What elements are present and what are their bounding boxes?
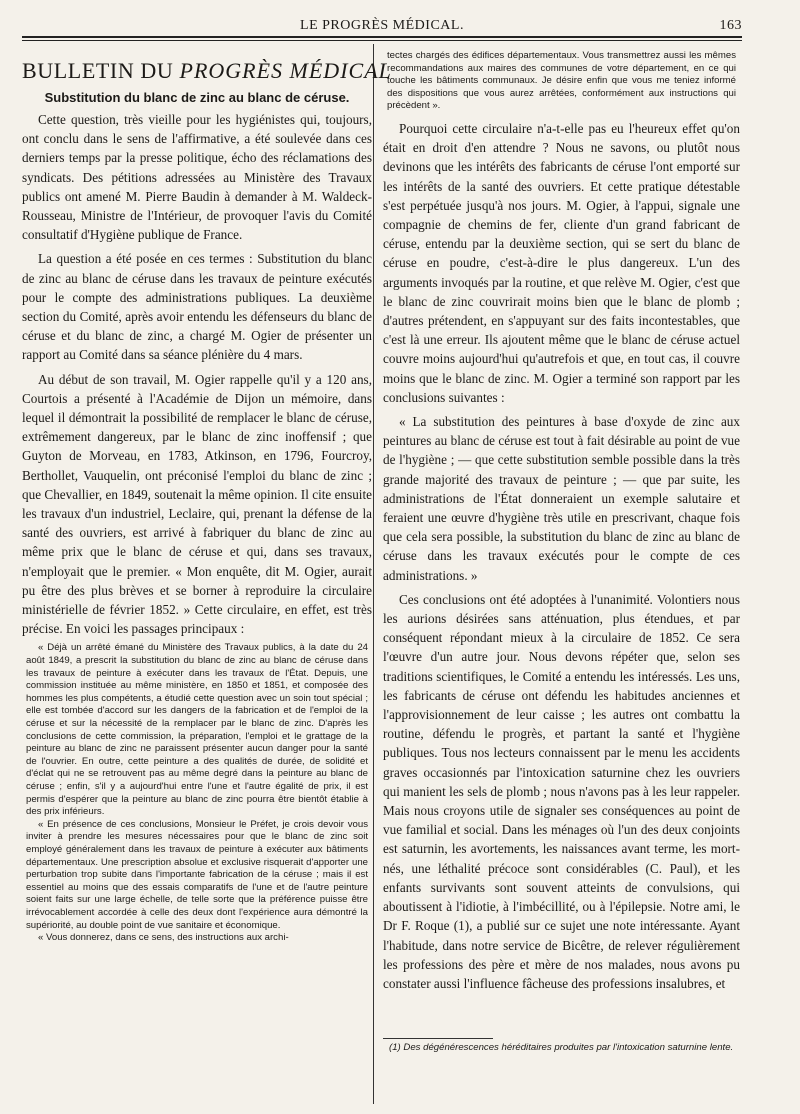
header-rule-thin [22,40,742,41]
column-divider [373,44,374,1104]
page-number: 163 [719,18,742,33]
right-paragraph: Pourquoi cette circulaire n'a-t-elle pas eu l'heureux effet qu'on était en droit d'en attendre ? Nous ne savons, ou plutôt nous devinons que les intérêts des fabricants de céruse l'ont emporté sur les intérêts de la santé des ouvriers. Et cette pratique détestable s'est perpétuée jusqu'à nos jours. M. Ogier, à l'appui, signale une compagnie de chemins de fer, cliente d'un grand fabricant de céruse, entendu par la deuxième section, qui se sert du blanc de céruse en poudre, c'est-à-dire le plus dangereux. L'un des arguments invoqués par la routine, et que relève M. Ogier, c'est que le blanc de zinc couvrirait moins bien que le blanc de plomb ; d'autres prétendent, en s'appuyant sur des faits incontestables, que c'est là une erreur. Ils ajoutent même que le blanc de céruse actuel couvre moins aujourd'hui qu'autrefois et que, en tout cas, il couvre moins que le blanc de zinc. M. Ogier a terminé son rapport par les conclusions suivantes : [383,120,740,405]
left-paragraph: La question a été posée en ces termes : Substitution du blanc de zinc au blanc de céruse dans les travaux de peinture exécutés pour le compte des administrations publiques. La deuxième section du Comité, après avoir entendu les défenseurs du blanc de céruse et du blanc de zinc, a chargé M. Ogier de présenter un rapport au Comité dans sa séance plénière du 4 mars. [22,251,372,363]
article-title: Substitution du blanc de zinc au blanc de céruse. [44,90,350,105]
quote-paragraph: « Vous donnerez, dans ce sens, des instructions aux archi- [38,932,289,944]
left-paragraph: Cette question, très vieille pour les hygiénistes qui, toujours, ont conclu dans le sens de l'affirmative, a été soulevée dans ces derniers temps par la presse politique, écho des réclamations des syndicats. Des pétitions adressées au Ministère des Travaux publics ont amené M. Pierre Baudin à demander à M. Waldeck-Rousseau, Ministre de l'Intérieur, de provoquer l'avis du Comité consultatif d'Hygiène publique de France. [22,112,372,243]
bulletin-prefix: BULLETIN DU [22,58,174,83]
circular-quote [22,642,372,944]
footnote: (1) Des dégénérescences héréditaires produites par l'intoxication saturnine lente. [389,1042,734,1053]
quote-paragraph: « En présence de ces conclusions, Monsieur le Préfet, je crois devoir vous inviter à prendre les mesures nécessaires pour que le blanc de zinc soit employé généralement dans les travaux de peinture à exécuter aux bâtiments départementaux. Une prescription absolue et exclusive risquerait d'apporter une perturbation trop subite dans l'importante fabrication de la céruse ; mais il est essentiel au moins que des essais comparatifs de l'une et de l'autre peinture soient faits sur une large échelle, de telle sorte que la préférence puisse être irrévocablement accordée à celle des deux dont l'expérience aura démontré la supériorité, au double point de vue sanitaire et économique. [26,818,368,931]
bulletin-journal-name: PROGRÈS MÉDICAL [179,58,392,83]
left-column [22,50,392,945]
running-header [22,18,742,38]
footnote-rule [383,1038,493,1039]
bulletin-heading [22,58,392,84]
circular-quote-continuation [383,50,740,113]
right-paragraph: Ces conclusions ont été adoptées à l'unanimité. Volontiers nous les aurions désirées sans atténuation, plus étendues, et par conséquent répondant mieux à la circulaire de 1852. Ce sera l'œuvre d'un autre jour. Nous devons répéter que, selon ses traditions scientifiques, le Comité a entendu les intéressés. Les uns, les fabricants de céruse ont défendu les habitudes anciennes et l'approvisionnement de leur caisse ; les autres ont combattu la routine, défendu le progrès, et partant la santé et l'hygiène publiques. Tous nos lecteurs connaissent par le menu les accidents graves occasionnés par l'intoxication saturnine chez les ouvriers qui manient les sels de plomb ; nous n'avons pas à les leur rappeler. Mais nous croyons utile de signaler ses conséquences au point de vue familial et social. Dans les ménages où l'un des deux conjoints est saturnin, les avortements, les naissances avant terme, les mort-nés, une léthalité précoce sont considérables (C. Paul), et les enfants survivants sont souvent atteints de convulsions, qui aboutissent à l'idiotie, à l'imbécillité, ou à l'épilepsie. Notre ami, le Dr F. Roque (1), a publié sur ce sujet une note intéressante. Ayant l'habitude, dans notre service de Bicêtre, de relever régulièrement les professions des père et mère de nos malades, nous avons pu constater aussi l'influence fâcheuse des professions insalubres, et [383,591,740,991]
journal-running-title: LE PROGRÈS MÉDICAL. [300,18,464,33]
quote-paragraph: « Déjà un arrêté émané du Ministère des Travaux publics, à la date du 24 août 1849, a prescrit la substitution du blanc de zinc au blanc de céruse dans les travaux de peinture à exécuter dans les travaux de l'État. Depuis, une commission instituée au même ministère, en 1850 et 1851, et composée des hommes les plus compétents, a étudié cette question avec un soin tout spécial ; elle est tombée d'accord sur les dangers de la fabrication et de l'emploi de la céruse et sur la nécessité de la remplacer par le blanc de zinc. D'après les conclusions de cette commission, la préparation, l'emploi et le grattage de la peinture au blanc de zinc ne paraissent présenter aucun danger pour la santé de l'ouvrier. En outre, cette peinture a des qualités de durée, de solidité et d'éclat qui ne se retrouvent pas au même degré dans la peinture au blanc de céruse ; enfin, s'il y a aujourd'hui entre l'une et l'autre égalité de prix, il est permis d'espérer que la peinture au blanc de zinc pourra être bientôt établie à des prix inférieurs. [26,642,368,818]
quote-paragraph: tectes chargés des édifices départementaux. Vous transmettrez aussi les mêmes recommandations aux maires des communes de votre département, en ce qui touche les bâtiments communaux. Je désire enfin que vous me teniez informé des dispositions que vous aurez arrêtées, conformément aux instructions qui précèdent ». [387,50,736,112]
left-paragraph: Au début de son travail, M. Ogier rappelle qu'il y a 120 ans, Courtois a présenté à l'Académie de Dijon un mémoire, dans lequel il démontrait la possibilité de remplacer le blanc de céruse, extrêmement dangereux, par le blanc de zinc inoffensif ; que Guyton de Morveau, en 1783, Atkinson, en 1796, Fourcroy, Berthollet, Vauquelin, ont préconisé l'emploi du blanc de zinc ; que Chevallier, en 1849, soutenait la même opinion. Il cite ensuite les travaux d'un industriel, Leclaire, qui, prenant la défense de la santé des ouvriers, est arrivé à fabriquer du blanc de zinc au même prix que le blanc de céruse et qui, dans ses travaux, n'employait que le premier. « Mon enquête, dit M. Ogier, aurait pu être des plus brèves et se borner à reproduire la circulaire ministérielle de février 1852. » Cette circulaire, en effet, est très précise. En voici les passages principaux : [22,371,372,637]
right-paragraph: « La substitution des peintures à base d'oxyde de zinc aux peintures au blanc de céruse est tout à fait désirable au point de vue de l'hygiène ; — que cette substitution semble possible dans la très grande majorité des travaux de peinture ; — que par suite, les administrations de l'État donneraient un exemple salutaire et feraient une œuvre d'hygiène très utile en prescrivant, chaque fois que cela sera possible, la substitution du blanc de zinc au blanc de céruse dans les travaux exécutés pour le compte de ces administrations. » [383,414,740,583]
header-rule-thick [22,36,742,38]
right-column [383,50,740,993]
